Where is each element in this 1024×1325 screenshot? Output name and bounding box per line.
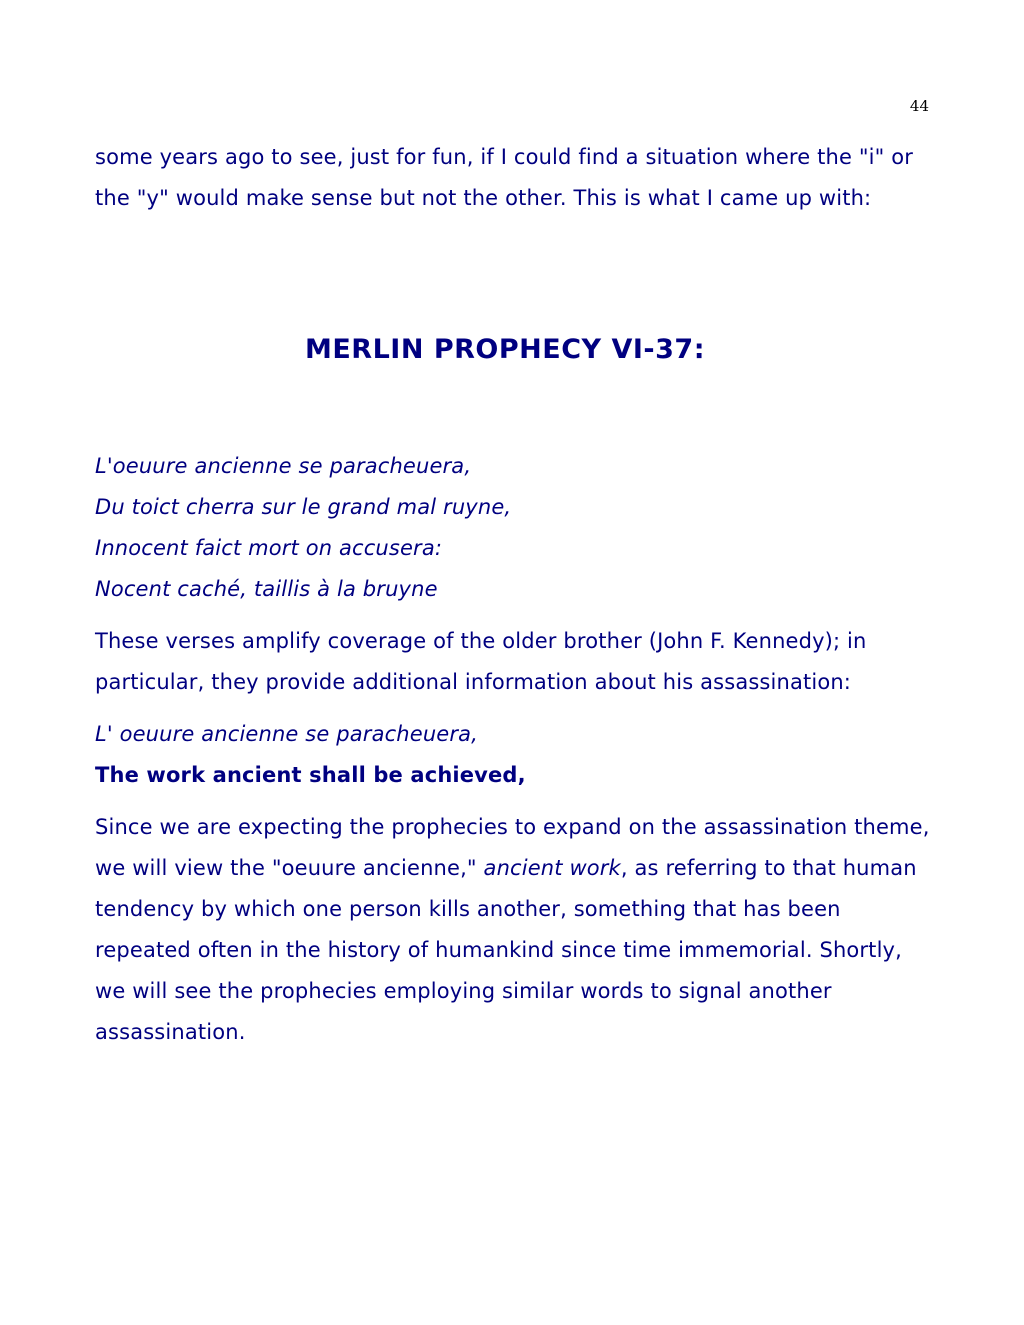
verse-line: Innocent faict mort on accusera:	[95, 536, 443, 560]
paragraph2-emphasis: ancient work	[483, 856, 621, 880]
document-body	[95, 137, 935, 1053]
page-number: 44	[909, 97, 929, 115]
quote-english: The work ancient shall be achieved,	[95, 763, 526, 787]
intro-paragraph	[95, 137, 935, 219]
verse-quote	[95, 714, 935, 796]
paragraph2-before: Since we are expecting the prophecies to expand on the assassination theme, we will view the "oeuure ancienne,"	[95, 815, 930, 880]
quote-french: L' oeuure ancienne se paracheuera,	[95, 722, 478, 746]
section-heading: MERLIN PROPHECY VI-37:	[305, 334, 705, 365]
verse-line: Nocent caché, taillis à la bruyne	[95, 577, 438, 601]
body-paragraph-2	[95, 807, 935, 1053]
body-paragraph-1: These verses amplify coverage of the older brother (John F. Kennedy); in particular, they provide additional information about his assassination:	[95, 629, 867, 694]
verse-line: Du toict cherra sur le grand mal ruyne,	[95, 495, 512, 519]
paragraph2-after: , as referring to that human tendency by which one person kills another, something that has been repeated often in the history of humankind since time immemorial. Shortly, we will see the prophecies employing similar words to signal another assassination.	[95, 856, 917, 1044]
prophecy-verse	[95, 446, 935, 610]
verse-line: L'oeuure ancienne se paracheuera,	[95, 454, 472, 478]
intro-text: some years ago to see, just for fun, if I could find a situation where the "i" or the "y" would make sense but not the other. This is what I came up with:	[95, 145, 914, 210]
